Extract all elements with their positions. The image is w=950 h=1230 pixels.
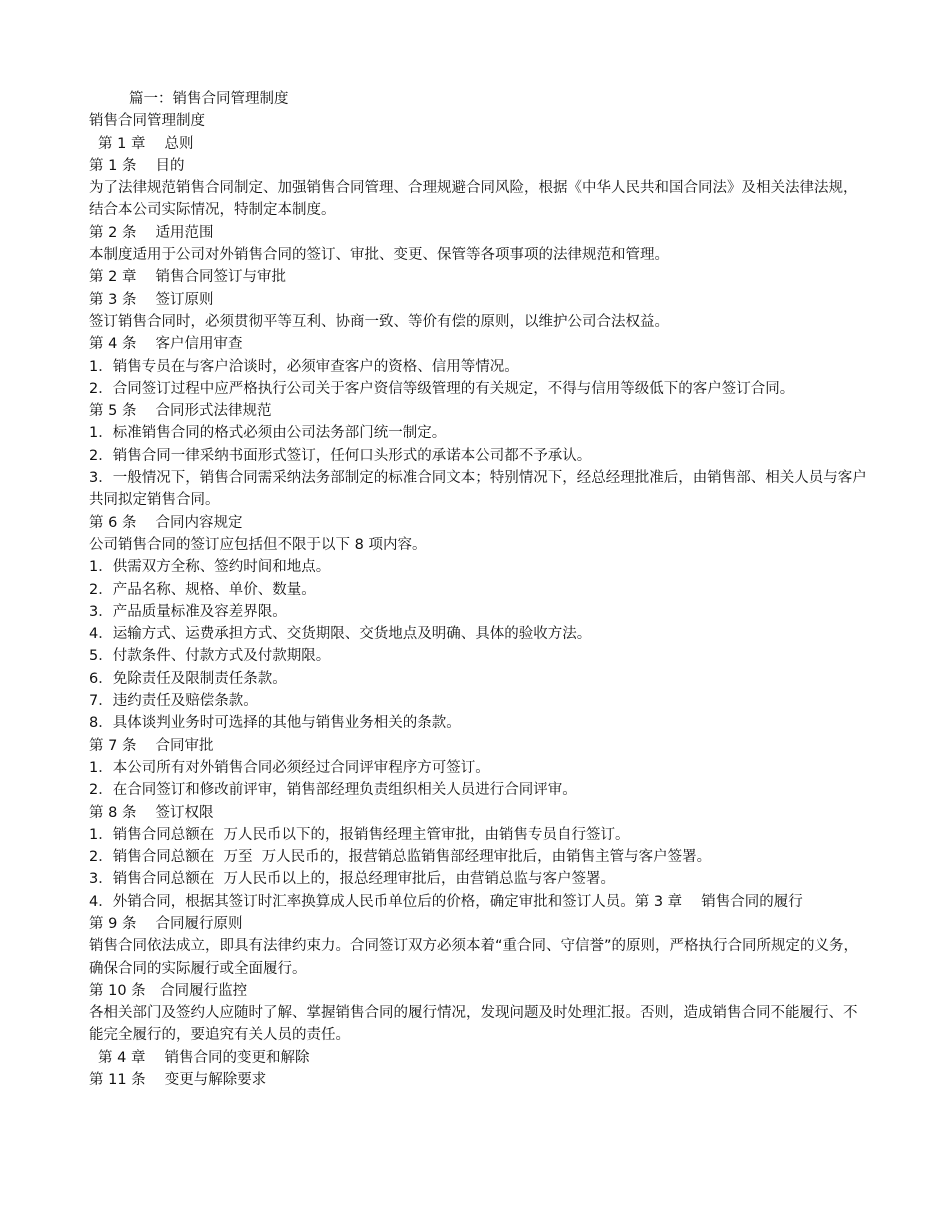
paragraph: 公司销售合同的签订应包括但不限于以下 8 项内容。: [89, 536, 427, 553]
document-heading: 销售合同管理制度: [89, 113, 205, 130]
list-item: 1．销售专员在与客户洽谈时，必须审查客户的资格、信用等情况。: [89, 358, 519, 375]
list-item: 1．供需双方全称、签约时间和地点。: [89, 559, 331, 576]
article-heading: 第 8 条 签订权限: [89, 804, 214, 821]
list-item: 6．免除责任及限制责任条款。: [89, 670, 287, 687]
list-item: 3．销售合同总额在 万人民币以上的，报总经理审批后，由营销总监与客户签署。: [89, 871, 615, 888]
article-heading: 第 10 条 合同履行监控: [89, 982, 248, 999]
article-heading: 第 4 条 客户信用审查: [89, 336, 243, 353]
list-item: 2．在合同签订和修改前评审，销售部经理负责组织相关人员进行合同评审。: [89, 782, 577, 799]
list-item: 8．具体谈判业务时可选择的其他与销售业务相关的条款。: [89, 715, 461, 732]
list-item: 5．付款条件、付款方式及付款期限。: [89, 648, 331, 665]
list-item: 2．销售合同总额在 万至 万人民币的，报营销总监销售部经理审批后，由销售主管与客户签署。: [89, 849, 712, 866]
list-item: 1．销售合同总额在 万人民币以下的，报销售经理主管审批，由销售专员自行签订。: [89, 826, 630, 843]
article-heading: 第 2 条 适用范围: [89, 224, 214, 241]
article-heading: 第 5 条 合同形式法律规范: [89, 403, 272, 420]
list-item: 4．运输方式、运费承担方式、交货期限、交货地点及明确、具体的验收方法。: [89, 626, 592, 643]
article-heading: 第 3 条 签订原则: [89, 291, 214, 308]
paragraph: 签订销售合同时，必须贯彻平等互利、协商一致、等价有偿的原则，以维护公司合法权益。: [89, 313, 669, 330]
list-item: 3．产品质量标准及容差界限。: [89, 603, 287, 620]
list-item: 2．合同签订过程中应严格执行公司关于客户资信等级管理的有关规定，不得与信用等级低下的客户签订合同。: [89, 380, 795, 397]
list-item: 7．违约责任及赔偿条款。: [89, 693, 258, 710]
list-item: 2．产品名称、规格、单价、数量。: [89, 581, 316, 598]
list-item: 1．标准销售合同的格式必须由公司法务部门统一制定。: [89, 425, 447, 442]
paragraph: 为了法律规范销售合同制定、加强销售合同管理、合理规避合同风险，根据《中华人民共和国合同法》及相关法律法规，结合本公司实际情况，特制定本制度。: [89, 180, 858, 219]
article-heading: 第 1 条 目的: [89, 157, 185, 174]
paragraph: 本制度适用于公司对外销售合同的签订、审批、变更、保管等各项事项的法律规范和管理。: [89, 247, 669, 264]
article-heading: 第 9 条 合同履行原则: [89, 915, 243, 932]
list-item: 4．外销合同，根据其签订时汇率换算成人民币单位后的价格，确定审批和签订人员。第 3 章 销售合同的履行: [89, 893, 803, 910]
list-item: 3．一般情况下，销售合同需采纳法务部制定的标准合同文本；特别情况下，经总经理批准后，由销售部、相关人员与客户共同拟定销售合同。: [89, 470, 867, 509]
chapter-heading: 第 4 章 销售合同的变更和解除: [98, 1049, 310, 1066]
article-heading: 第 6 条 合同内容规定: [89, 514, 243, 531]
chapter-heading: 第 2 章 销售合同签订与审批: [89, 269, 287, 286]
article-heading: 第 7 条 合同审批: [89, 737, 214, 754]
chapter-heading: 第 1 章 总则: [98, 135, 194, 152]
paragraph: 各相关部门及签约人应随时了解、掌握销售合同的履行情况，发现问题及时处理汇报。否则，造成销售合同不能履行、不能完全履行的，要追究有关人员的责任。: [89, 1005, 858, 1044]
document-title: 篇一：销售合同管理制度: [129, 91, 289, 107]
paragraph: 销售合同依法成立，即具有法律约束力。合同签订双方必须本着“重合同、守信誉”的原则，严格执行合同所规定的义务，确保合同的实际履行或全面履行。: [89, 938, 859, 977]
list-item: 1．本公司所有对外销售合同必须经过合同评审程序方可签订。: [89, 759, 490, 776]
list-item: 2．销售合同一律采纳书面形式签订，任何口头形式的承诺本公司都不予承认。: [89, 447, 592, 464]
article-heading: 第 11 条 变更与解除要求: [89, 1072, 267, 1089]
